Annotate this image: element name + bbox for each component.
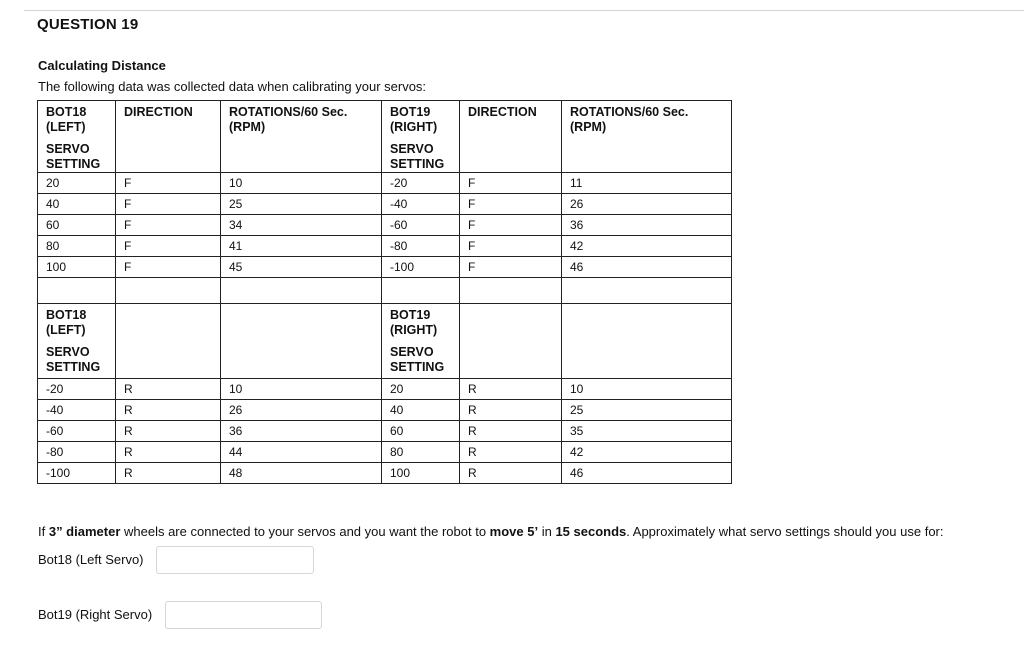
table-cell: 10: [221, 173, 382, 194]
table-cell: -20: [38, 379, 116, 400]
table-cell: 42: [562, 442, 732, 463]
table-cell: F: [460, 257, 562, 278]
table-cell: F: [116, 215, 221, 236]
header-direction-right: DIRECTION: [460, 101, 562, 173]
table-row: [38, 194, 732, 215]
table-cell: R: [460, 463, 562, 484]
table-row: [38, 400, 732, 421]
table-cell: 34: [221, 215, 382, 236]
table-cell: 44: [221, 442, 382, 463]
table-header-reverse: [38, 304, 732, 379]
table-row: [38, 257, 732, 278]
table-cell: F: [460, 173, 562, 194]
table-cell: 45: [221, 257, 382, 278]
header-bot19-right-setting-reverse: BOT19 (RIGHT) SERVO SETTING: [382, 304, 460, 379]
bot19-answer-label: Bot19 (Right Servo): [38, 607, 153, 622]
header-bot18-left-setting-reverse: BOT18 (LEFT) SERVO SETTING: [38, 304, 116, 379]
table-cell: 80: [382, 442, 460, 463]
bot19-answer-input[interactable]: [165, 601, 322, 629]
table-cell: R: [116, 400, 221, 421]
table-cell: R: [460, 379, 562, 400]
bot18-answer-label: Bot18 (Left Servo): [38, 552, 144, 567]
table-cell: 10: [221, 379, 382, 400]
table-cell: 100: [38, 257, 116, 278]
table-cell: -80: [38, 442, 116, 463]
table-cell: 20: [382, 379, 460, 400]
header-bot18-left-setting: BOT18 (LEFT) SERVO SETTING: [38, 101, 116, 173]
bot18-answer-input[interactable]: [156, 546, 314, 574]
table-cell: 25: [221, 194, 382, 215]
header-rpm-left: ROTATIONS/60 Sec. (RPM): [221, 101, 382, 173]
table-row: [38, 215, 732, 236]
table-cell: 26: [562, 194, 732, 215]
table-row: [38, 442, 732, 463]
table-cell: F: [116, 194, 221, 215]
table-cell: F: [460, 236, 562, 257]
table-cell: 20: [38, 173, 116, 194]
table-cell: 41: [221, 236, 382, 257]
question-intro: The following data was collected data when calibrating your servos:: [38, 79, 427, 94]
table-cell: R: [460, 442, 562, 463]
table-cell: 36: [562, 215, 732, 236]
table-cell: 26: [221, 400, 382, 421]
table-cell: -100: [38, 463, 116, 484]
calibration-table: [37, 100, 732, 484]
table-cell: 46: [562, 463, 732, 484]
table-cell: -80: [382, 236, 460, 257]
table-cell: -60: [382, 215, 460, 236]
table-cell: F: [116, 173, 221, 194]
table-cell: R: [116, 442, 221, 463]
table-row: [38, 379, 732, 400]
top-divider: [24, 10, 1024, 11]
table-row: [38, 421, 732, 442]
table-cell: 42: [562, 236, 732, 257]
table-cell: R: [460, 421, 562, 442]
table-cell: R: [116, 463, 221, 484]
question-subheading: Calculating Distance: [38, 58, 166, 73]
header-direction-left: DIRECTION: [116, 101, 221, 173]
table-cell: F: [116, 257, 221, 278]
table-row: [38, 463, 732, 484]
table-cell: 11: [562, 173, 732, 194]
table-cell: 35: [562, 421, 732, 442]
table-cell: 60: [38, 215, 116, 236]
table-cell: F: [460, 215, 562, 236]
table-spacer-row: [38, 278, 732, 304]
table-header-forward: [38, 101, 732, 173]
table-cell: 40: [38, 194, 116, 215]
table-cell: -40: [38, 400, 116, 421]
header-bot19-right-setting: BOT19 (RIGHT) SERVO SETTING: [382, 101, 460, 173]
table-cell: 48: [221, 463, 382, 484]
table-cell: 40: [382, 400, 460, 421]
table-cell: 10: [562, 379, 732, 400]
table-cell: -40: [382, 194, 460, 215]
header-rpm-right: ROTATIONS/60 Sec. (RPM): [562, 101, 732, 173]
table-cell: F: [460, 194, 562, 215]
table-cell: R: [460, 400, 562, 421]
table-cell: 25: [562, 400, 732, 421]
table-cell: F: [116, 236, 221, 257]
table-cell: 80: [38, 236, 116, 257]
table-cell: 36: [221, 421, 382, 442]
table-cell: -60: [38, 421, 116, 442]
table-cell: 46: [562, 257, 732, 278]
question-title: QUESTION 19: [37, 16, 139, 33]
question-prompt: If 3” diameter wheels are connected to your servos and you want the robot to move 5’ in 15 seconds. Approximately what servo settings should you use for:: [38, 524, 944, 539]
table-cell: R: [116, 421, 221, 442]
table-cell: -100: [382, 257, 460, 278]
table-cell: R: [116, 379, 221, 400]
table-row: [38, 173, 732, 194]
table-row: [38, 236, 732, 257]
table-cell: -20: [382, 173, 460, 194]
table-cell: 100: [382, 463, 460, 484]
table-cell: 60: [382, 421, 460, 442]
